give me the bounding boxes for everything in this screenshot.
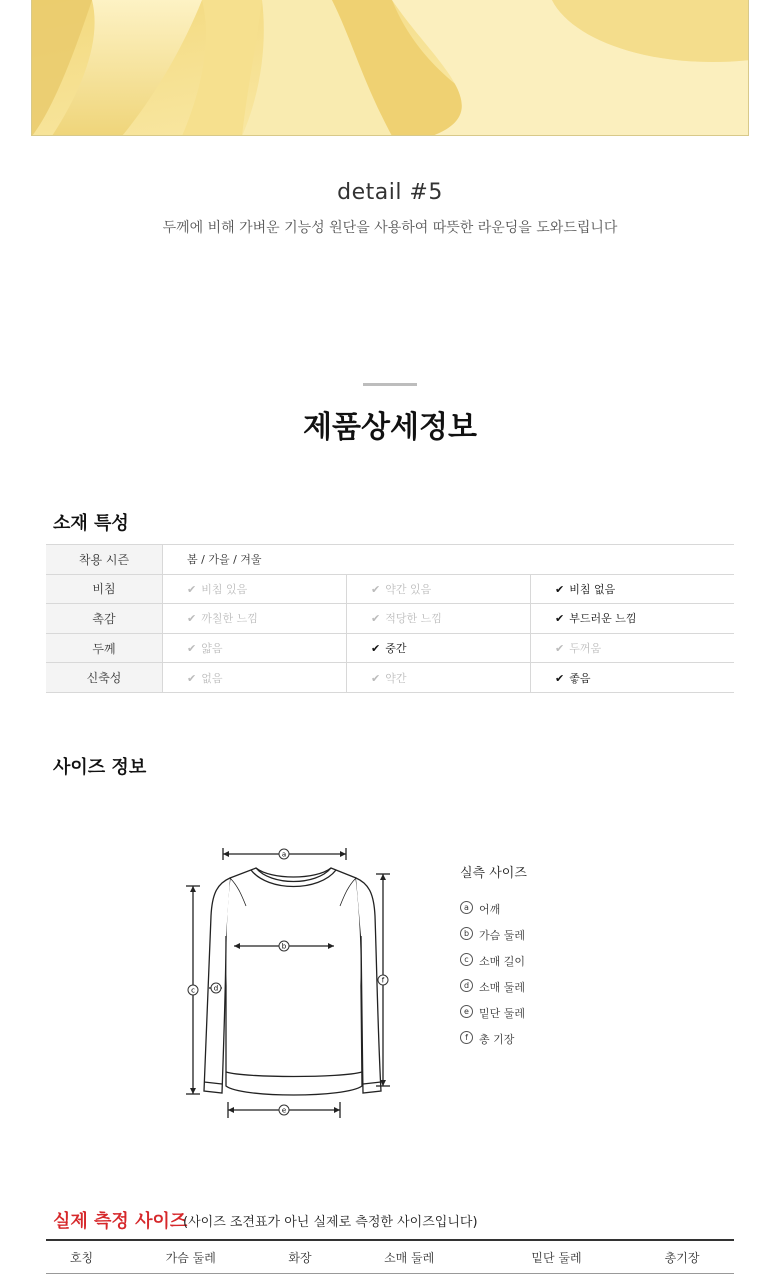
svg-text:e: e [281, 1106, 287, 1115]
fabric-detail-image [31, 0, 749, 136]
material-row-sheerness [46, 574, 734, 604]
material-title: 소재 특성 [53, 513, 129, 534]
legend-item: a 어깨 [460, 901, 527, 927]
size-table-header [46, 1240, 734, 1274]
check-icon: ✔ [187, 671, 197, 685]
check-icon: ✔ [555, 612, 565, 626]
option-cell-selected: ✔ 중간 [347, 633, 531, 663]
option-cell: ✔ 비침 있음 [163, 574, 347, 604]
option-cell: ✔ 없음 [163, 663, 347, 693]
section-title: 제품상세정보 [303, 410, 477, 445]
circle-letter-icon: f [460, 1031, 473, 1044]
check-icon: ✔ [187, 612, 197, 626]
svg-text:d: d [213, 984, 219, 993]
row-label: 비침 [46, 574, 163, 604]
svg-text:b: b [281, 942, 287, 951]
option-cell: ✔ 두꺼움 [531, 633, 734, 663]
option-cell-selected: ✔ 비침 없음 [531, 574, 734, 604]
check-icon: ✔ [371, 671, 381, 685]
option-cell: ✔ 약간 있음 [347, 574, 531, 604]
legend-title: 실측 사이즈 [460, 866, 527, 881]
measured-size-note: (사이즈 조견표가 아닌 실제로 측정한 사이즈입니다) [183, 1215, 478, 1230]
row-label: 두께 [46, 633, 163, 663]
section-divider [363, 383, 417, 386]
col-chest: 가슴 둘레 [117, 1240, 264, 1274]
detail-description: 두께에 비해 가벼운 기능성 원단을 사용하여 따뜻한 라운딩을 도와드립니다 [162, 220, 618, 236]
detail-title: detail #5 [337, 180, 443, 205]
option-cell-selected: ✔ 좋음 [531, 663, 734, 693]
option-cell: ✔ 얇음 [163, 633, 347, 663]
sweater-size-diagram [176, 836, 406, 1126]
material-row-season [46, 545, 734, 575]
row-label: 촉감 [46, 604, 163, 634]
svg-text:a: a [281, 850, 287, 859]
season-value: 봄 / 가을 / 겨울 [163, 545, 735, 575]
col-sleeve-length: 화장 [264, 1240, 335, 1274]
col-sleeve-width: 소매 둘레 [336, 1240, 483, 1274]
circle-letter-icon: a [460, 901, 473, 914]
size-table [46, 1239, 734, 1274]
check-icon: ✔ [555, 642, 565, 656]
circle-letter-icon: b [460, 927, 473, 940]
check-icon: ✔ [555, 671, 565, 685]
size-info-title: 사이즈 정보 [53, 757, 147, 778]
col-size-name: 호칭 [46, 1240, 117, 1274]
material-row-thickness [46, 633, 734, 663]
option-cell: ✔ 적당한 느낌 [347, 604, 531, 634]
check-icon: ✔ [187, 582, 197, 596]
col-total-length: 총기장 [630, 1240, 734, 1274]
option-cell: ✔ 약간 [347, 663, 531, 693]
circle-letter-icon: e [460, 1005, 473, 1018]
circle-letter-icon: c [460, 953, 473, 966]
row-label: 신축성 [46, 663, 163, 693]
svg-text:f: f [381, 976, 385, 985]
check-icon: ✔ [555, 582, 565, 596]
size-legend [460, 862, 527, 1057]
circle-letter-icon: d [460, 979, 473, 992]
check-icon: ✔ [187, 642, 197, 656]
legend-item: f 총 기장 [460, 1031, 527, 1057]
option-cell-selected: ✔ 부드러운 느낌 [531, 604, 734, 634]
legend-item: e 밑단 둘레 [460, 1005, 527, 1031]
option-cell: ✔ 까칠한 느낌 [163, 604, 347, 634]
legend-item: c 소매 길이 [460, 953, 527, 979]
row-label: 착용 시즌 [46, 545, 163, 575]
material-row-stretch [46, 663, 734, 693]
svg-text:c: c [191, 986, 195, 995]
legend-item: d 소매 둘레 [460, 979, 527, 1005]
measured-size-title: 실제 측정 사이즈 [53, 1211, 188, 1232]
check-icon: ✔ [371, 612, 381, 626]
check-icon: ✔ [371, 642, 381, 656]
fabric-texture [32, 0, 749, 136]
material-table [46, 544, 734, 693]
col-hem: 밑단 둘레 [483, 1240, 630, 1274]
material-row-texture [46, 604, 734, 634]
check-icon: ✔ [371, 582, 381, 596]
legend-item: b 가슴 둘레 [460, 927, 527, 953]
